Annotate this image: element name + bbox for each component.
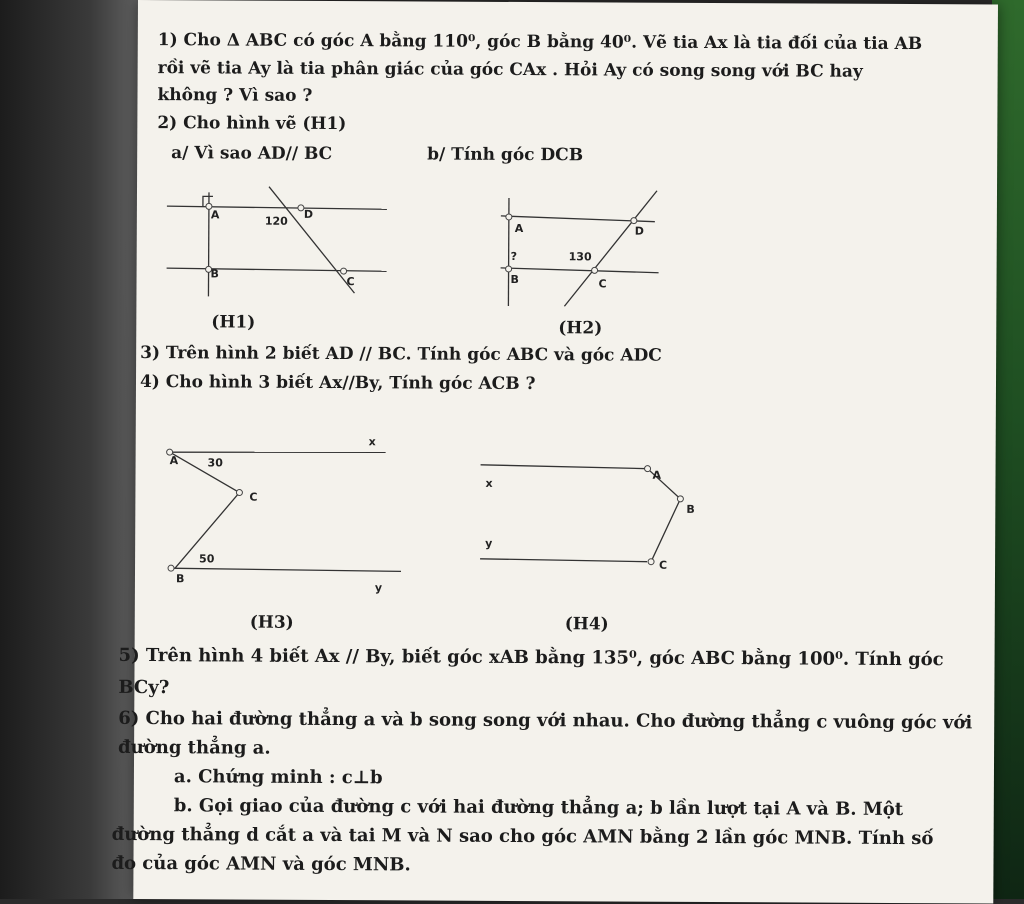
h1-caption: (H1) (211, 312, 256, 333)
background-left (0, 0, 150, 899)
h4-label-b: B (686, 502, 695, 516)
h3-angle-b: 50 (199, 552, 215, 566)
problem-5-line-2: BCy? (118, 676, 170, 699)
h3-label-c: C (249, 490, 258, 504)
h3-label-a: A (169, 454, 179, 468)
h2-label-a: A (514, 221, 524, 236)
h2-angle-label: 130 (568, 250, 592, 264)
problem-6-line-2: đường thẳng a. (118, 736, 271, 759)
h3-label-y: y (374, 581, 383, 595)
h4-label-c: C (659, 558, 668, 572)
h2-caption: (H2) (558, 318, 603, 339)
h4-label-a: A (652, 468, 662, 482)
h3-label-x: x (368, 435, 376, 449)
problem-1-line-2: rồi vẽ tia Ay là tia phân giác của góc CAx . Hỏi Ay có song song với BC hay (157, 58, 863, 82)
h2-label-b: B (510, 272, 519, 286)
worksheet-page (111, 0, 998, 903)
h1-angle-label: 120 (264, 214, 288, 228)
problem-2-line-1: 2) Cho hình vẽ (H1) (157, 113, 347, 135)
h1-label-b: B (210, 267, 219, 281)
h3-label-b: B (175, 572, 185, 586)
problem-6-part-b-line-2: đường thẳng d cắt a và tai M và N sao cho góc AMN bằng 2 lần góc MNB. Tính số (111, 823, 934, 850)
problem-6-part-b-line-1: b. Gọi giao của đường c với hai đường thẳng a; b lần lượt tại A và B. Một (173, 795, 904, 821)
problem-6-line-1: 6) Cho hai đường thẳng a và b song song với nhau. Cho đường thẳng c vuông góc với (118, 707, 973, 734)
problem-3: 3) Trên hình 2 biết AD // BC. Tính góc ABC và góc ADC (140, 343, 662, 366)
h4-label-y: y (485, 536, 493, 550)
problem-6-part-b-line-3: đo của góc AMN và góc MNB. (111, 852, 411, 876)
h2-label-d: D (634, 224, 644, 238)
h4-label-x: x (485, 476, 493, 490)
h3-angle-a: 30 (207, 456, 223, 470)
problem-4: 4) Cho hình 3 biết Ax//By, Tính góc ACB ? (139, 372, 536, 395)
h1-label-d: D (303, 207, 314, 221)
h2-label-c: C (598, 277, 607, 291)
h1-label-a: A (210, 208, 220, 222)
problem-2-part-b: b/ Tính góc DCB (427, 144, 584, 166)
problem-1-line-1: 1) Cho Δ ABC có góc A bằng 110⁰, góc B bằng 40⁰. Vẽ tia Ax là tia đối của tia AB (157, 30, 923, 55)
h1-label-c: C (346, 275, 355, 289)
h3-caption: (H3) (249, 612, 294, 633)
h2-angle-unknown: ? (510, 249, 518, 263)
problem-5-line-1: 5) Trên hình 4 biết Ax // By, biết góc xAB bằng 135⁰, góc ABC bằng 100⁰. Tính góc (118, 644, 944, 671)
problem-2-part-a: a/ Vì sao AD// BC (171, 143, 333, 165)
h4-caption: (H4) (564, 614, 609, 635)
problem-1-line-3: không ? Vì sao ? (157, 85, 313, 106)
problem-6-part-a: a. Chứng minh : c⊥b (173, 766, 383, 789)
